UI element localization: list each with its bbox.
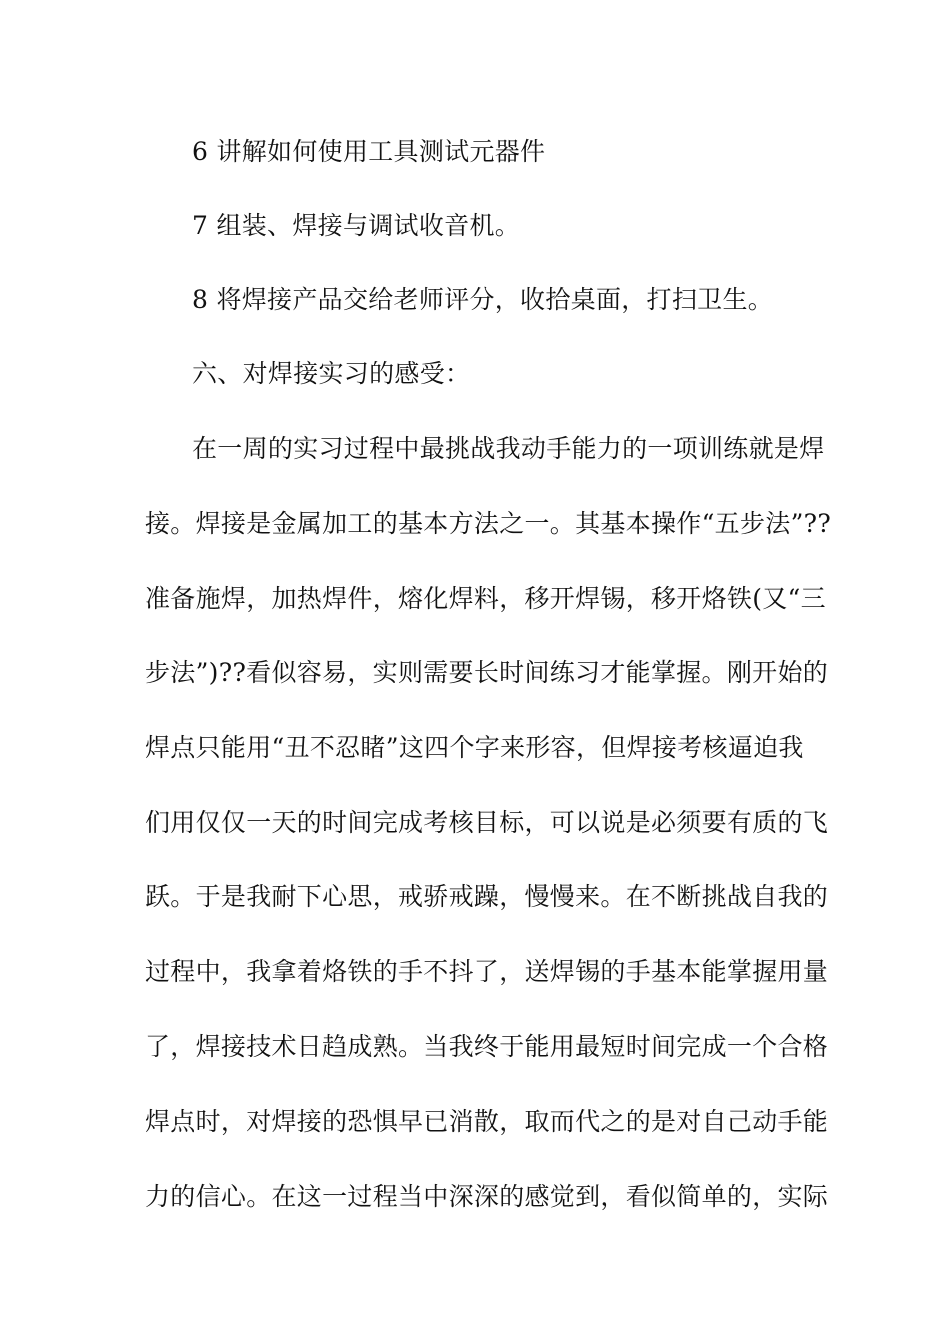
paragraph-line: 接。焊接是金属加工的基本方法之一。其基本操作“五步法”?? (145, 509, 832, 538)
paragraph-line: 过程中，我拿着烙铁的手不抖了，送焊锡的手基本能掌握用量 (145, 957, 829, 986)
paragraph-line: 焊点只能用“丑不忍睹”这四个字来形容，但焊接考核逼迫我 (145, 733, 804, 762)
paragraph-line: 力的信心。在这一过程当中深深的感觉到，看似简单的，实际 (145, 1182, 829, 1211)
paragraph-line: 了，焊接技术日趋成熟。当我终于能用最短时间完成一个合格 (145, 1032, 829, 1061)
paragraph-line: 焊点时，对焊接的恐惧早已消散，取而代之的是对自己动手能 (145, 1107, 829, 1136)
paragraph-line: 步法”)??看似容易，实则需要长时间练习才能掌握。刚开始的 (145, 658, 829, 687)
paragraph-line: 跃。于是我耐下心思，戒骄戒躁，慢慢来。在不断挑战自我的 (145, 882, 829, 911)
list-item-6: 6 讲解如何使用工具测试元器件 (192, 137, 546, 166)
paragraph-line: 们用仅仅一天的时间完成考核目标，可以说是必须要有质的飞 (145, 808, 829, 837)
list-item-7: 7 组装、焊接与调试收音机。 (192, 211, 521, 240)
paragraph-line: 准备施焊，加热焊件，熔化焊料，移开焊锡，移开烙铁(又“三 (145, 584, 826, 613)
paragraph-line: 在一周的实习过程中最挑战我动手能力的一项训练就是焊 (192, 434, 825, 463)
section-heading: 六、对焊接实习的感受： (192, 359, 471, 388)
list-item-8: 8 将焊接产品交给老师评分，收拾桌面，打扫卫生。 (192, 285, 774, 314)
